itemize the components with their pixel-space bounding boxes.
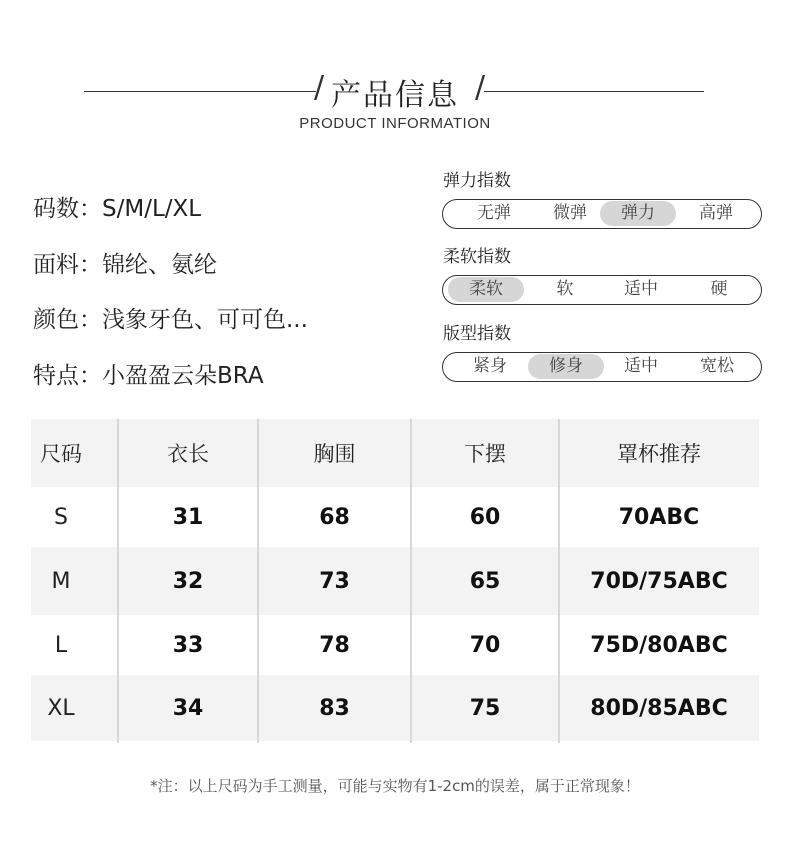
elasticity-title: 弹力指数 [443,171,511,191]
header-bust: 胸围 [313,442,356,466]
elasticity-option: 微弹 [553,203,587,223]
cell-hem: 75 [469,695,501,721]
fit-scale [442,352,762,382]
table-row [31,615,759,675]
cell-length: 31 [172,504,204,530]
softness-option: 柔软 [448,277,524,302]
header-slash-left: / [314,70,325,105]
fit-option: 紧身 [473,356,507,376]
cell-length: 32 [172,568,204,594]
column-divider [257,419,259,743]
fit-option: 宽松 [700,356,734,376]
elasticity-option: 弹力 [600,201,676,226]
cell-cup: 75D/80ABC [590,632,728,658]
header-length: 衣长 [167,442,209,466]
cell-size: S [54,504,68,530]
header-size: 尺码 [40,442,82,466]
page-subtitle: PRODUCT INFORMATION [299,115,491,132]
spec-size-label: 码数： [33,196,102,222]
fit-option: 适中 [624,356,658,376]
header-slash-right: / [475,70,486,105]
cell-bust: 83 [319,695,350,721]
spec-color-label: 颜色： [33,307,102,333]
fit-title: 版型指数 [443,324,511,344]
spec-feature-value: 小盈盈云朵BRA [102,363,264,389]
softness-scale [442,275,762,305]
header-cup: 罩杯推荐 [617,442,701,466]
softness-title: 柔软指数 [443,247,511,267]
cell-cup: 70ABC [618,504,700,530]
elasticity-scale [442,199,762,229]
cell-length: 34 [172,695,204,721]
cell-length: 33 [172,632,204,658]
spec-size [33,190,201,223]
cell-size: L [54,632,68,658]
softness-option: 硬 [710,279,728,299]
table-row [31,487,759,547]
measurement-note: *注：以上尺码为手工测量，可能与实物有1-2cm的误差，属于正常现象！ [150,777,640,795]
column-divider [558,419,560,743]
softness-option: 适中 [624,279,658,299]
elasticity-option: 高弹 [699,203,733,223]
spec-fabric [33,246,217,279]
cell-cup: 80D/85ABC [590,695,728,721]
softness-option: 软 [556,279,574,299]
cell-hem: 65 [469,568,501,594]
spec-feature [33,357,264,390]
column-divider [117,419,119,743]
fit-option: 修身 [528,354,604,379]
cell-hem: 60 [469,504,501,530]
table-row [31,547,759,615]
page-title: 产品信息 [331,78,459,113]
cell-size: XL [47,695,75,721]
spec-fabric-label: 面料： [33,252,102,278]
header-hem: 下摆 [464,442,506,466]
spec-color [33,301,308,334]
table-row [31,675,759,741]
spec-fabric-value: 锦纶、氨纶 [102,252,217,278]
spec-feature-label: 特点： [33,363,102,389]
column-divider [410,419,412,743]
cell-bust: 73 [319,568,350,594]
spec-size-value: S/M/L/XL [102,196,202,222]
cell-size: M [51,568,71,594]
cell-hem: 70 [469,632,501,658]
elasticity-option: 无弹 [477,203,511,223]
cell-cup: 70D/75ABC [590,568,728,594]
cell-bust: 78 [319,632,350,658]
cell-bust: 68 [319,504,350,530]
size-table [31,419,759,741]
table-header-row [31,419,759,487]
spec-color-value: 浅象牙色、可可色... [102,307,308,333]
